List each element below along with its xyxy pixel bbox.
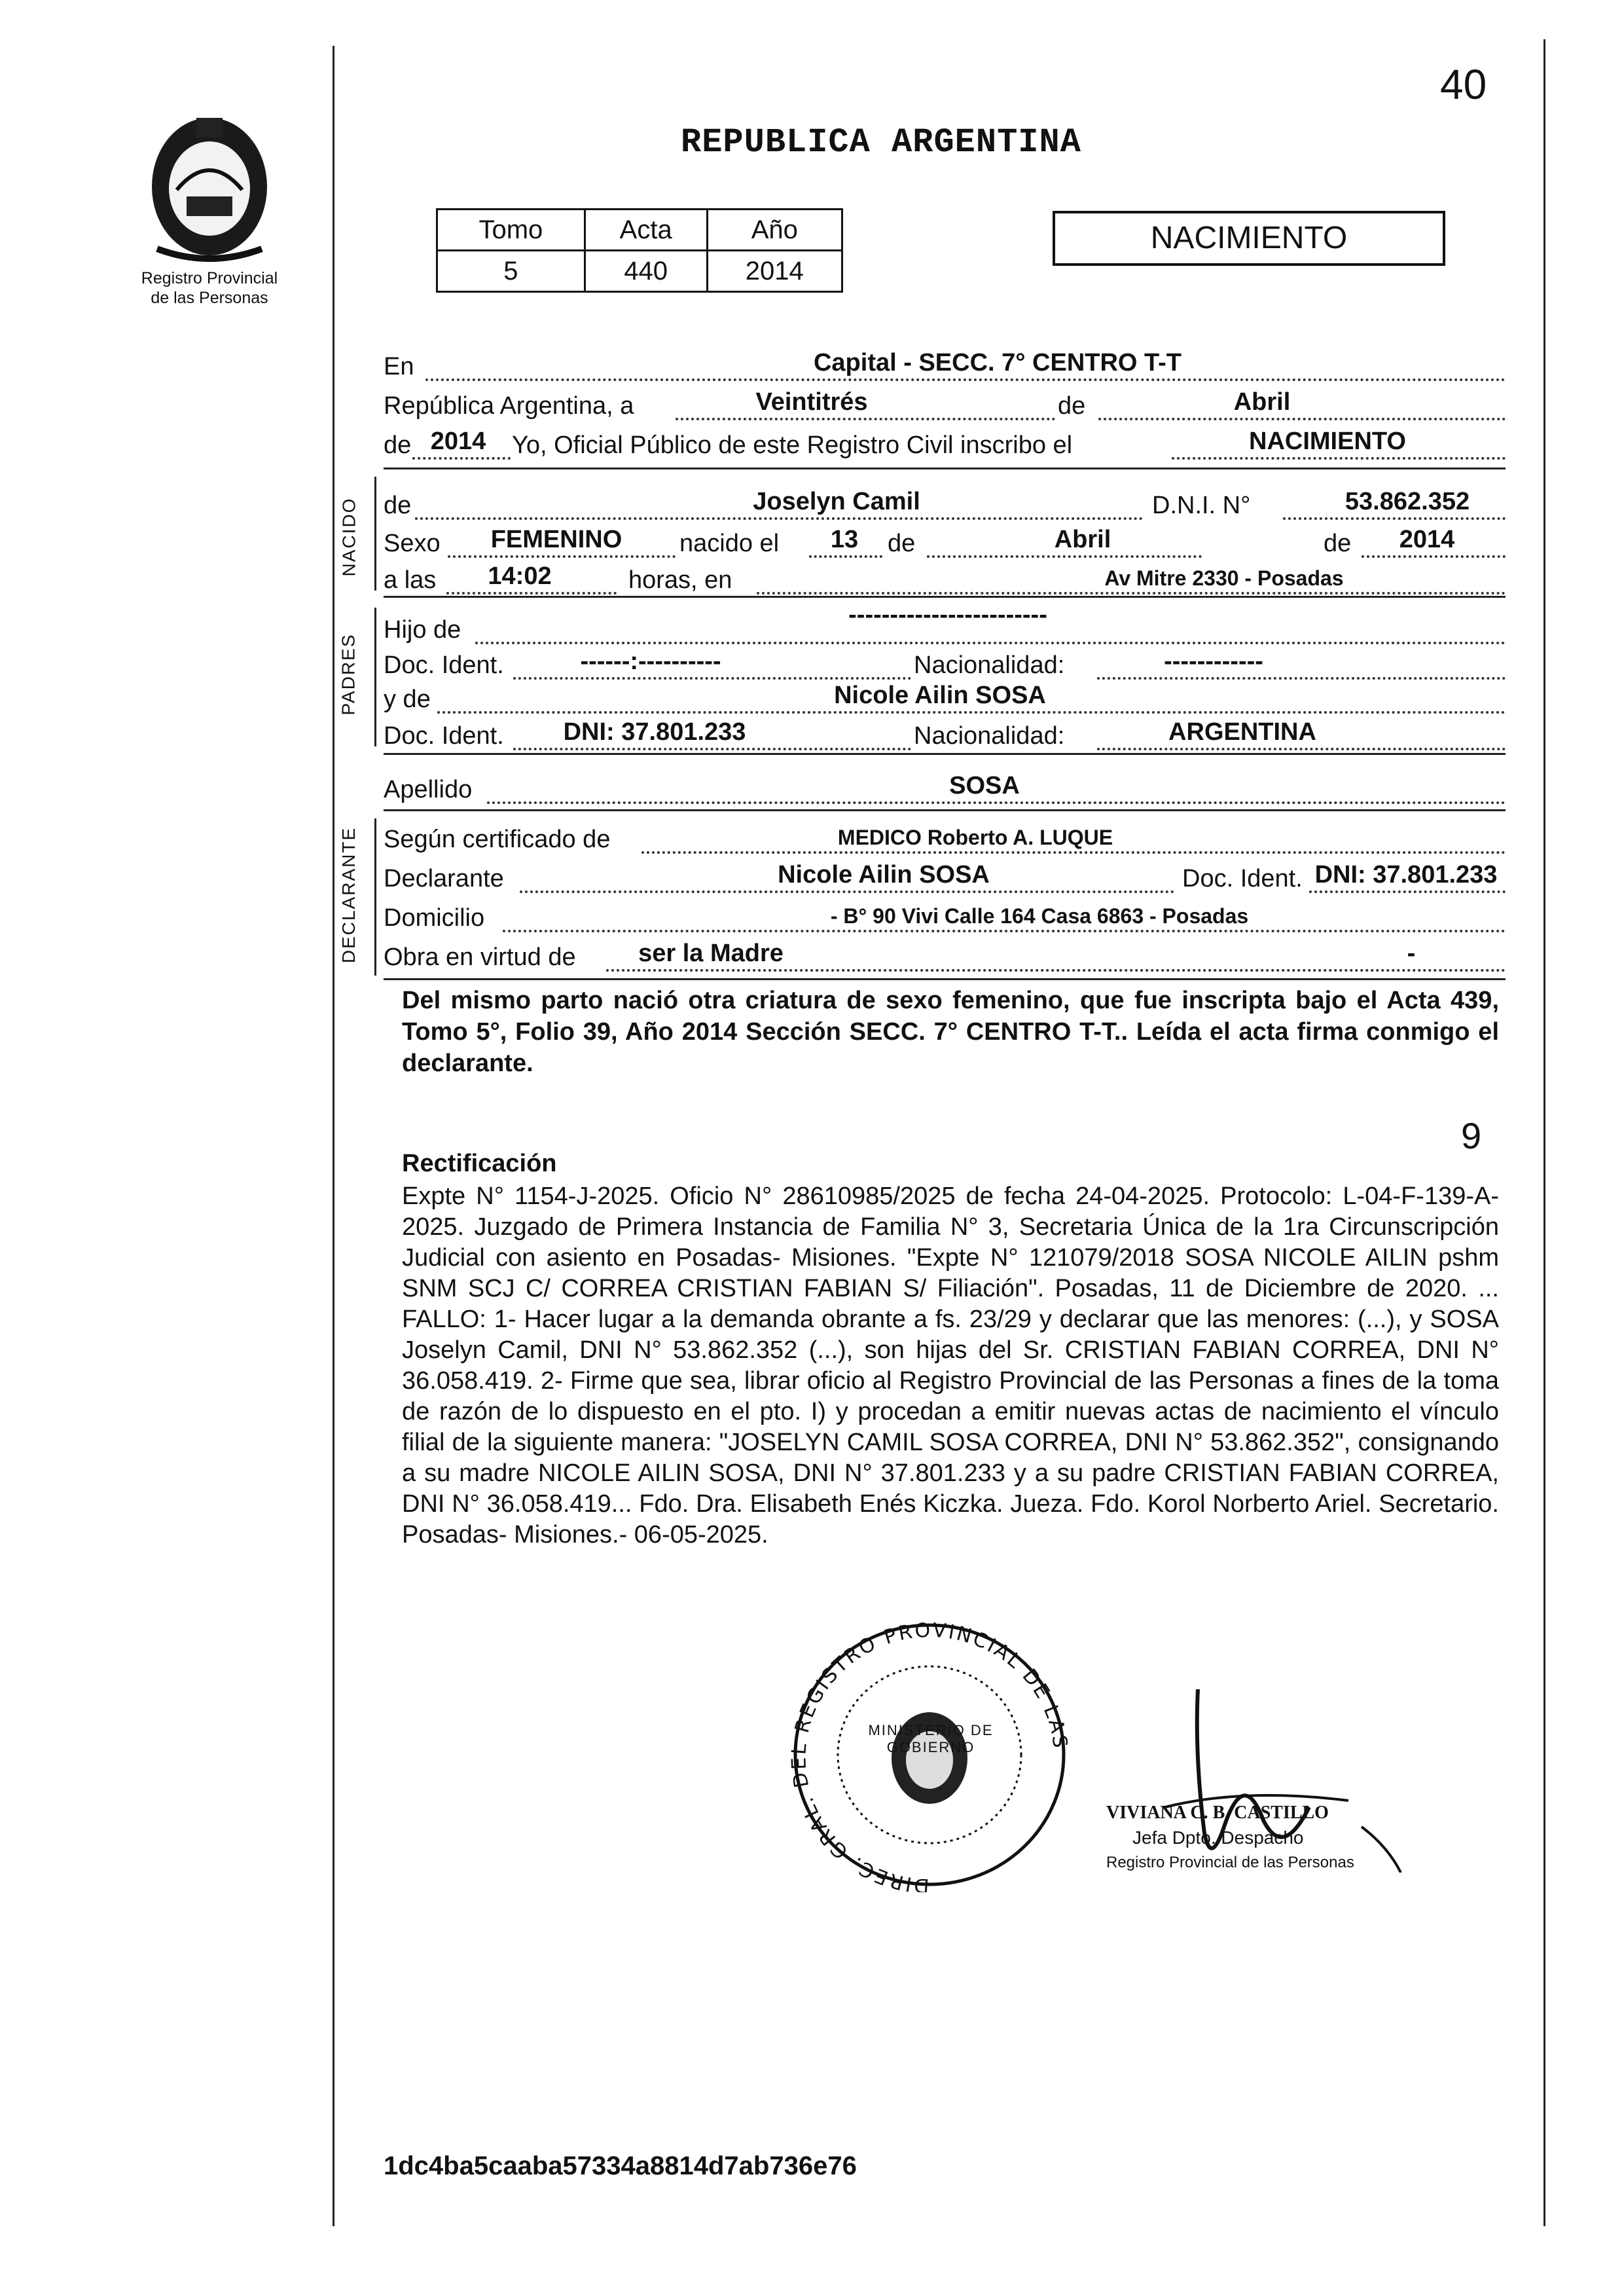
table-value-acta: 440 — [585, 251, 707, 292]
field-certificado — [384, 818, 1506, 859]
rectificacion-title: Rectificación — [402, 1150, 557, 1177]
label-dni: D.N.I. N° — [1152, 492, 1251, 519]
value-lugar: Av Mitre 2330 - Posadas — [1104, 566, 1344, 590]
label-de: de — [1324, 530, 1352, 557]
value-mes: Abril — [1054, 526, 1111, 553]
field-hora — [384, 559, 1506, 600]
label-de: de — [888, 530, 916, 557]
label-nacionalidad: Nacionalidad: — [914, 651, 1065, 679]
field-declarante — [384, 858, 1506, 898]
label-sexo: Sexo — [384, 530, 441, 557]
label-apellido: Apellido — [384, 776, 473, 803]
separator — [384, 596, 1506, 598]
provincial-seal — [131, 105, 288, 262]
volume-table — [436, 208, 843, 293]
label-obra: Obra en virtud de — [384, 944, 576, 971]
signature-block — [1106, 1801, 1420, 1875]
value-obra: ser la Madre — [638, 940, 784, 967]
value-anio: 2014 — [430, 428, 486, 455]
table-value-anio: 2014 — [707, 251, 842, 292]
value-declarante: Nicole Ailin SOSA — [778, 861, 990, 889]
label-doc-ident: Doc. Ident. — [1182, 865, 1303, 892]
label-declarante: Declarante — [384, 865, 504, 892]
label-de: de — [1058, 392, 1086, 420]
field-domicilio — [384, 897, 1506, 938]
label-horas-en: horas, en — [628, 566, 732, 594]
birth-note: Del mismo parto nació otra criatura de sexo femenino, que fue inscripta bajo el Acta 439, Tomo 5°, Folio 39, Año 2014 Sección SECC. 7° CENTRO T-T.. Leída el acta firma conmigo el declarante. — [402, 987, 1499, 1077]
label-nacionalidad: Nacionalidad: — [914, 722, 1065, 750]
value-sexo: FEMENINO — [490, 526, 623, 553]
field-republica — [384, 385, 1506, 426]
separator — [384, 753, 1506, 755]
seal-caption-line1: Registro Provincial — [141, 269, 278, 287]
section-line — [374, 608, 376, 746]
label-nacido-el: nacido el — [679, 530, 780, 557]
section-label-padres: PADRES — [338, 633, 359, 716]
doc-type-box: NACIMIENTO — [1053, 211, 1445, 266]
right-margin-line — [1543, 39, 1545, 2226]
seal-caption — [111, 268, 308, 308]
value-doc-padre: ------:---------- — [580, 648, 721, 675]
value-month: Abril — [1233, 388, 1291, 416]
label-doc-ident: Doc. Ident. — [384, 651, 504, 679]
label-a-las: a las — [384, 566, 437, 594]
value-certificado: MEDICO Roberto A. LUQUE — [837, 826, 1113, 849]
separator — [384, 978, 1506, 980]
signer-name: VIVIANA C. B. CASTILLO — [1106, 1803, 1329, 1823]
rectificacion-number: 9 — [1461, 1115, 1482, 1156]
field-obra — [384, 936, 1506, 977]
label-hijo-de: Hijo de — [384, 616, 461, 644]
value-nac-padre: ------------ — [1164, 648, 1263, 675]
label-y-de: y de — [384, 686, 431, 713]
field-doc-ident-2 — [384, 715, 1506, 756]
value-dni: 53.862.352 — [1344, 488, 1470, 515]
section-label-nacido: NACIDO — [338, 497, 359, 577]
value-nac-madre: ARGENTINA — [1168, 718, 1316, 746]
section-line — [374, 477, 376, 591]
value-madre: Nicole Ailin SOSA — [834, 682, 1046, 709]
left-margin-line — [333, 46, 334, 2226]
table-header-anio: Año — [707, 210, 842, 251]
value-day: Veintitrés — [755, 388, 868, 416]
value-anio-nac: 2014 — [1399, 526, 1455, 553]
field-y-de — [384, 678, 1506, 719]
label-en: En — [384, 353, 414, 380]
section-label-declarante: DECLARANTE — [338, 826, 359, 964]
field-hijo-de — [384, 601, 1506, 650]
field-nombre — [384, 485, 1506, 525]
value-dni-declarante: DNI: 37.801.233 — [1314, 861, 1498, 889]
signer-title: Jefa Dpto. Despacho — [1132, 1827, 1304, 1848]
value-doc-madre: DNI: 37.801.233 — [563, 718, 746, 746]
dotted-fill — [475, 638, 1506, 644]
table-header-tomo: Tomo — [437, 210, 585, 251]
country-title: REPUBLICA ARGENTINA — [681, 123, 1081, 162]
label-domicilio: Domicilio — [384, 904, 485, 932]
value-nombre: Joselyn Camil — [753, 488, 920, 515]
value-en: Capital - SECC. 7° CENTRO T-T — [813, 349, 1182, 376]
field-sexo — [384, 522, 1506, 563]
seal-caption-line2: de las Personas — [151, 289, 268, 307]
field-apellido — [384, 769, 1506, 809]
separator — [384, 809, 1506, 811]
label-certificado: Según certificado de — [384, 826, 611, 853]
signer-office: Registro Provincial de las Personas — [1106, 1854, 1354, 1871]
label-republica: República Argentina, a — [384, 392, 634, 420]
rectificacion-text: Expte N° 1154-J-2025. Oficio N° 28610985/2025 de fecha 24-04-2025. Protocolo: L-04-F-139-A-2025. Juzgado de Primera Instancia de Familia N° 3, Secretaria Única de la 1ra Circunscripción Judicial con asiento en Posadas- Misiones. "Expte N° 121079/2018 SOSA NICOLE AILIN pshm SNM SCJ C/ CORREA CRISTIAN FABIAN S/ Filiación". Posadas, 11 de Diciembre de 2020. ... FALLO: 1- Hacer lugar a la demanda obrante a fs. 23/29 y declarar que las menores: (...), y SOSA Joselyn Camil, DNI N° 53.862.352 (...), son hijas del Sr. CRISTIAN FABIAN CORREA, DNI N° 36.058.419. 2- Firme que sea, librar oficio al Registro Provincial de las Personas a fines de la toma de razón de lo dispuesto en el pto. I) y procedan a emitir nuevas actas de nacimiento el vínculo filial de la siguiente manera: "JOSELYN CAMIL SOSA CORREA, DNI N° 53.862.352", consignando a su madre NICOLE AILIN SOSA, DNI N° 37.801.233 y a su padre CRISTIAN FABIAN CORREA, DNI N° 36.058.419... Fdo. Dra. Elisabeth Enés Kiczka. Jueza. Fdo. Korol Norberto Ariel. Secretario. Posadas- Misiones.- 06-05-2025. — [402, 1182, 1499, 1549]
value-apellido: SOSA — [949, 772, 1020, 799]
label-de: de — [384, 492, 412, 519]
value-dia: 13 — [830, 526, 859, 553]
section-line — [374, 818, 376, 976]
table-header-acta: Acta — [585, 210, 707, 251]
field-de-anio — [384, 424, 1506, 465]
value-padre: ------------------------ — [848, 601, 1047, 629]
value-domicilio: - B° 90 Vivi Calle 164 Casa 6863 - Posadas — [830, 904, 1249, 928]
value-tipo: NACIMIENTO — [1249, 428, 1406, 455]
label-de: de — [384, 431, 412, 459]
page-number: 40 — [1440, 61, 1487, 108]
value-hora: 14:02 — [488, 562, 552, 590]
stamp-inner-text: MINISTERIO DE GOBIERNO — [868, 1722, 994, 1755]
value-obra-dash: - — [1407, 940, 1416, 967]
separator — [384, 467, 1506, 469]
document-hash: 1dc4ba5caaba57334a8814d7ab736e76 — [384, 2152, 857, 2180]
label-doc-ident: Doc. Ident. — [384, 722, 504, 750]
stamp-ring-text: DIREC. GRAL. DEL REGISTRO PROVINCIAL DE LAS — [787, 1619, 1072, 1892]
table-value-tomo: 5 — [437, 251, 585, 292]
label-inscribo: Yo, Oficial Público de este Registro Civil inscribo el — [512, 431, 1073, 459]
dotted-fill — [1098, 414, 1506, 420]
field-en — [384, 346, 1506, 386]
